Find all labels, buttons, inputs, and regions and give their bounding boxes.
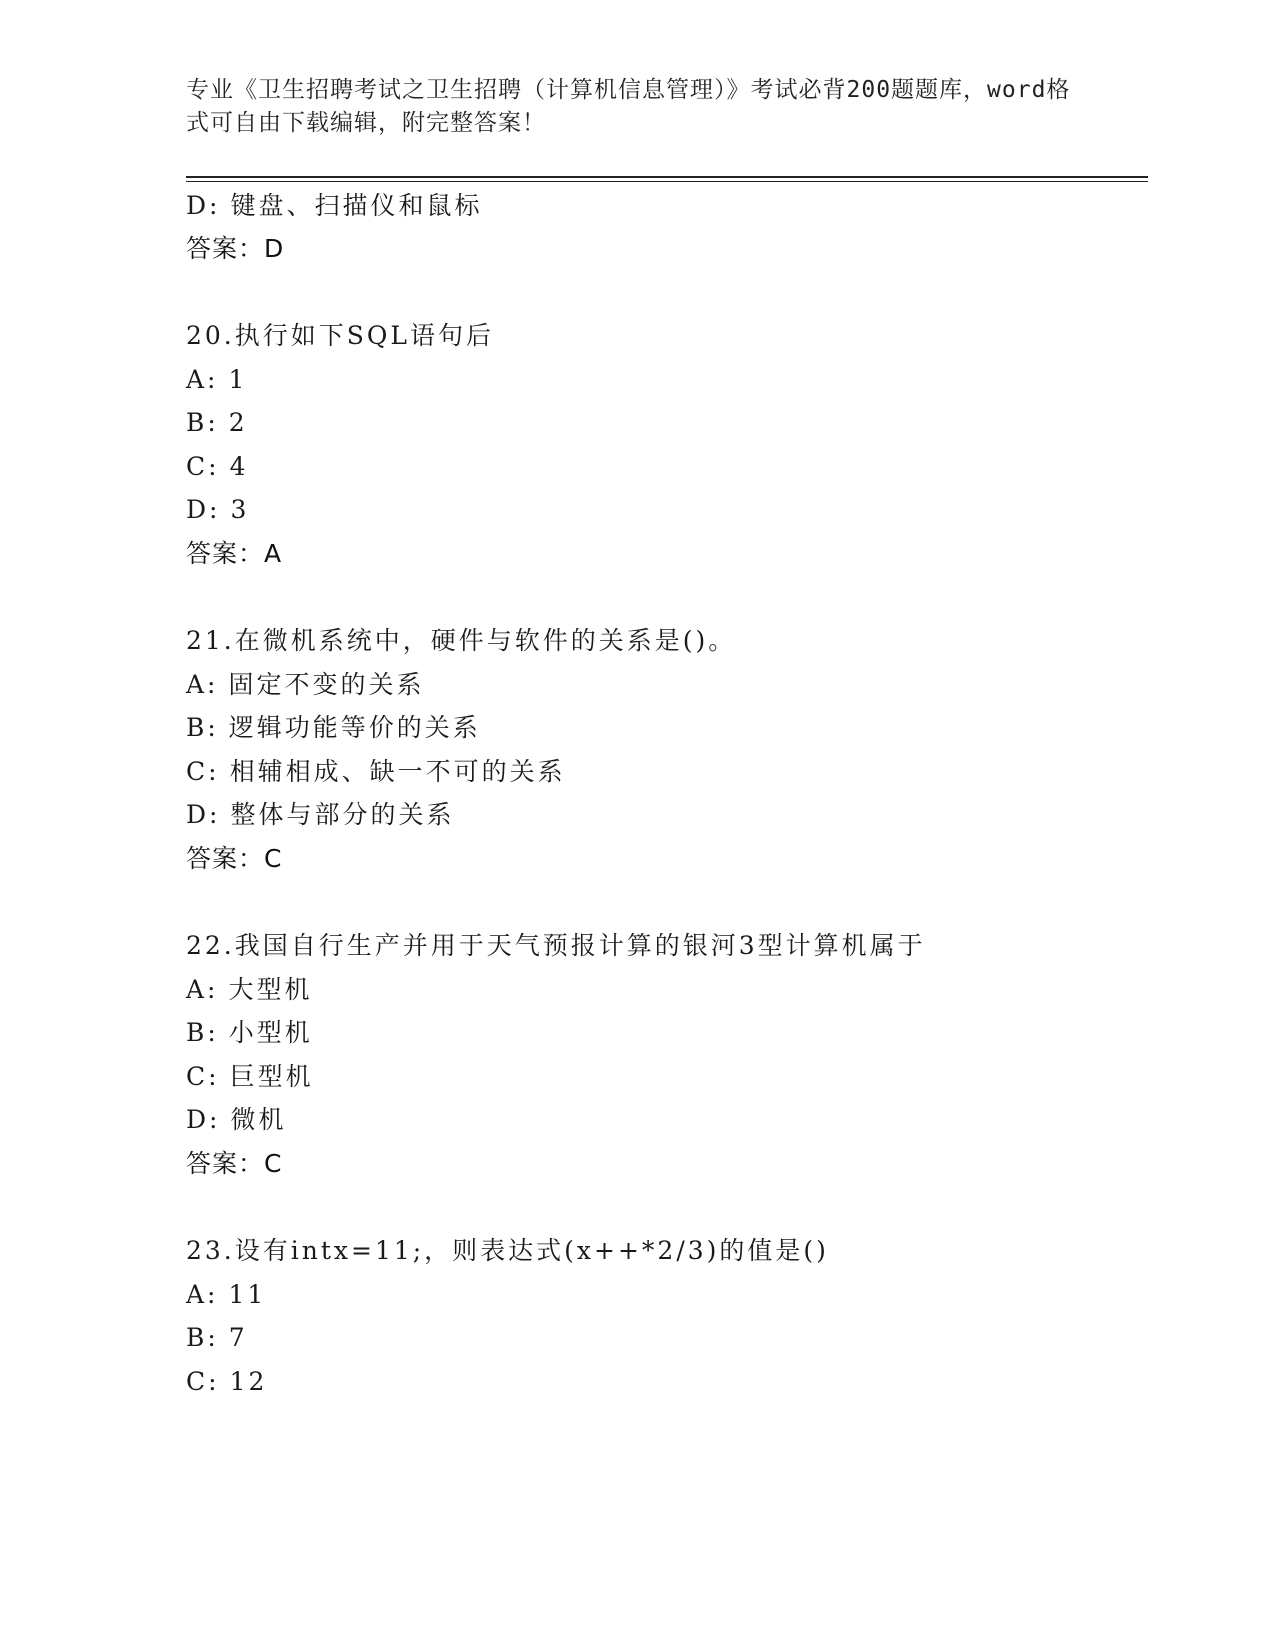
- option-label: D:: [186, 191, 221, 220]
- question-title: 21.在微机系统中，硬件与软件的关系是()。: [186, 626, 737, 655]
- option-text: 小型机: [228, 1018, 313, 1047]
- answer-line: 答案：A: [186, 539, 283, 568]
- option-line: [186, 1018, 313, 1048]
- option-text: 微机: [230, 1105, 287, 1134]
- option-line: [186, 713, 481, 743]
- option-line: [186, 408, 248, 438]
- option-text: 逻辑功能等价的关系: [228, 713, 481, 742]
- option-line: [186, 365, 247, 395]
- option-text: 3: [230, 495, 250, 524]
- header-divider-top: [186, 176, 1148, 178]
- option-text: 1: [228, 365, 248, 394]
- option-text: 2: [228, 408, 248, 437]
- option-label: B:: [186, 1018, 219, 1047]
- question-title: 22.我国自行生产并用于天气预报计算的银河3型计算机属于: [186, 931, 926, 960]
- option-label: A:: [186, 1280, 219, 1309]
- option-label: D:: [186, 1105, 221, 1134]
- option-label: C:: [186, 1062, 220, 1091]
- option-line: [186, 1105, 286, 1135]
- option-text: 相辅相成、缺一不可的关系: [229, 757, 566, 786]
- answer-line: 答案：C: [186, 1149, 283, 1178]
- option-label: A:: [186, 975, 219, 1004]
- option-text: 7: [228, 1323, 248, 1352]
- option-label: A:: [186, 365, 219, 394]
- option-text: 固定不变的关系: [228, 670, 425, 699]
- option-label: C:: [186, 1367, 220, 1396]
- option-line: [186, 495, 249, 525]
- option-label: B:: [186, 408, 219, 437]
- question-title: 23.设有intx=11;，则表达式(x++*2/3)的值是(): [186, 1236, 829, 1265]
- option-line: [186, 1323, 248, 1353]
- option-line: [186, 1367, 267, 1397]
- option-line: [186, 975, 313, 1005]
- option-label: A:: [186, 670, 219, 699]
- header-divider-bottom: [186, 181, 1148, 182]
- option-label: B:: [186, 1323, 219, 1352]
- option-label: D:: [186, 800, 221, 829]
- option-label: C:: [186, 757, 220, 786]
- option-text: 整体与部分的关系: [230, 800, 455, 829]
- option-label: D:: [186, 495, 221, 524]
- option-line: [186, 1280, 266, 1310]
- option-text: 12: [229, 1367, 268, 1396]
- option-label: B:: [186, 713, 219, 742]
- option-line: [186, 670, 425, 700]
- document-header: 专业《卫生招聘考试之卫生招聘（计算机信息管理）》考试必背200题题库，word格式可自由下载编辑，附完整答案！: [186, 77, 1071, 136]
- answer-line: 答案：D: [186, 234, 285, 263]
- option-text: 大型机: [228, 975, 313, 1004]
- option-line: [186, 1062, 314, 1092]
- option-line: [186, 452, 248, 482]
- option-text: 键盘、扫描仪和鼠标: [230, 191, 483, 220]
- option-text: 4: [229, 452, 249, 481]
- option-line: [186, 757, 566, 787]
- option-text: 11: [228, 1280, 267, 1309]
- question-title: 20.执行如下SQL语句后: [186, 321, 494, 350]
- option-line: [186, 800, 454, 830]
- answer-line: 答案：C: [186, 844, 283, 873]
- option-line: [186, 191, 482, 221]
- option-label: C:: [186, 452, 220, 481]
- option-text: 巨型机: [229, 1062, 314, 1091]
